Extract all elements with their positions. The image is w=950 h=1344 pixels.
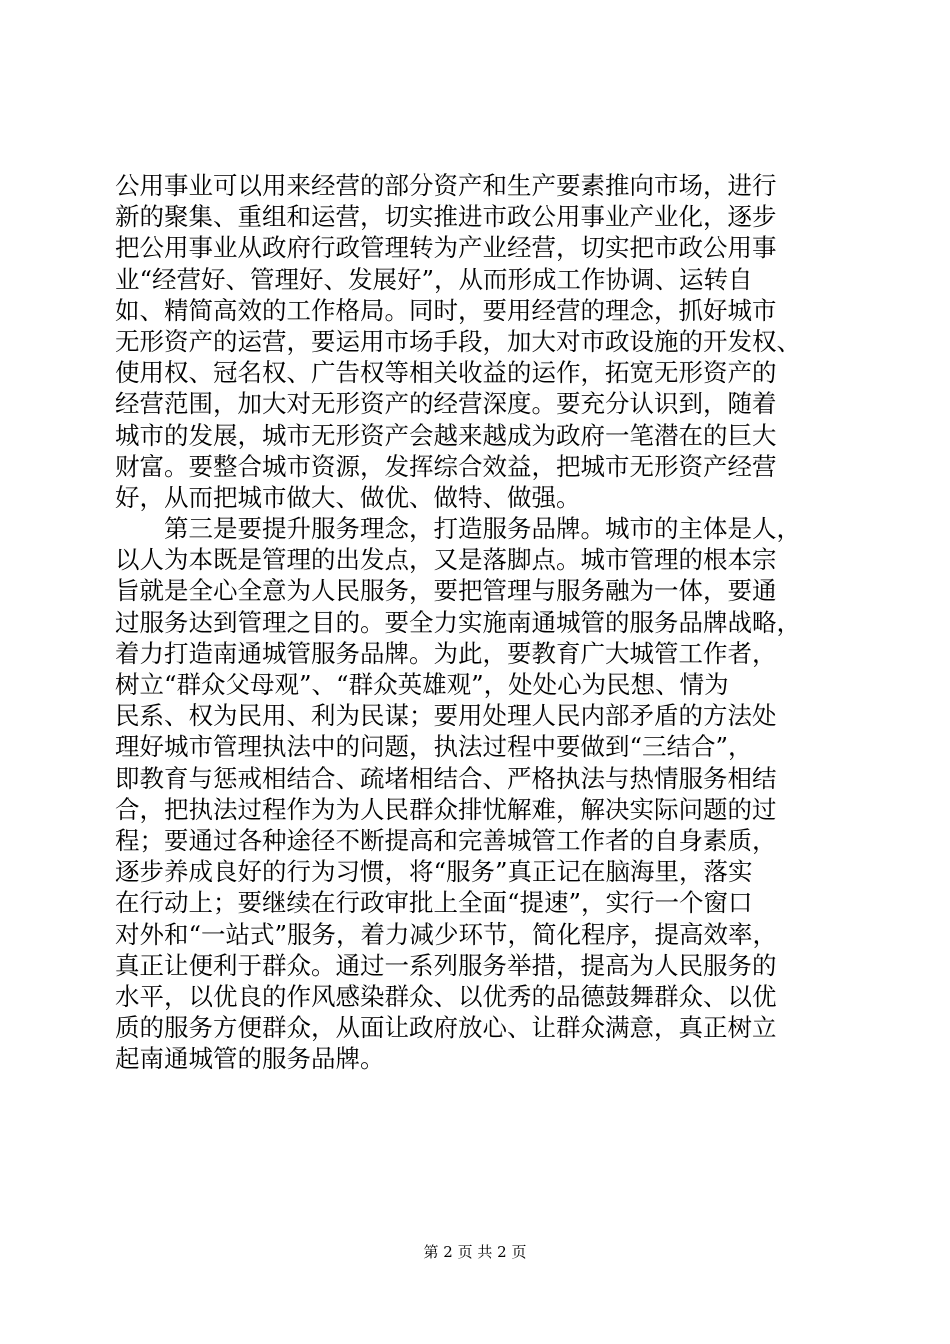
text-line: 把公用事业从政府行政管理转为产业经营，切实把市政公用事 xyxy=(115,233,777,263)
text-line: 真正让便利于群众。通过一系列服务举措，提高为人民服务的 xyxy=(115,950,777,980)
text-line: 即教育与惩戒相结合、疏堵相结合、严格执法与热情服务相结 xyxy=(115,763,777,793)
text-line: 以人为本既是管理的出发点，又是落脚点。城市管理的根本宗 xyxy=(115,545,777,575)
text-line: 好，从而把城市做大、做优、做特、做强。 xyxy=(115,482,581,512)
text-line: 程；要通过各种途径不断提高和完善城管工作者的自身素质， xyxy=(115,825,777,855)
text-line: 旨就是全心全意为人民服务，要把管理与服务融为一体，要通 xyxy=(115,576,777,606)
text-line: 业“经营好、管理好、发展好”，从而形成工作协调、运转自 xyxy=(115,264,753,294)
text-line: 水平，以优良的作风感染群众、以优秀的品德鼓舞群众、以优 xyxy=(115,981,777,1011)
text-line: 在行动上；要继续在行政审批上全面“提速”，实行一个窗口 xyxy=(115,888,753,918)
text-line: 第三是要提升服务理念，打造服务品牌。城市的主体是人， xyxy=(115,514,801,544)
text-line: 理好城市管理执法中的问题，执法过程中要做到“三结合”， xyxy=(115,732,753,762)
text-line: 新的聚集、重组和运营，切实推进市政公用事业产业化，逐步 xyxy=(115,202,777,232)
text-line: 使用权、冠名权、广告权等相关收益的运作，拓宽无形资产的 xyxy=(115,358,777,388)
text-line: 城市的发展，城市无形资产会越来越成为政府一笔潜在的巨大 xyxy=(115,420,777,450)
body-text xyxy=(115,170,845,1074)
text-line: 对外和“一站式”服务，着力减少环节，简化程序，提高效率， xyxy=(115,919,778,949)
text-line: 着力打造南通城管服务品牌。为此，要教育广大城管工作者， xyxy=(115,638,777,668)
text-line: 民系、权为民用、利为民谋；要用处理人民内部矛盾的方法处 xyxy=(115,701,777,731)
text-line: 公用事业可以用来经营的部分资产和生产要素推向市场，进行 xyxy=(115,171,777,200)
text-line: 起南通城管的服务品牌。 xyxy=(115,1044,385,1074)
text-line: 树立“群众父母观”、“群众英雄观”，处处心为民想、情为 xyxy=(115,670,729,699)
text-line: 财富。要整合城市资源，发挥综合效益，把城市无形资产经营 xyxy=(115,451,777,481)
text-line: 逐步养成良好的行为习惯，将“服务”真正记在脑海里，落实 xyxy=(115,857,753,887)
text-line: 过服务达到管理之目的。要全力实施南通城管的服务品牌战略， xyxy=(115,607,801,637)
text-line: 无形资产的运营，要运用市场手段，加大对市政设施的开发权、 xyxy=(115,326,801,356)
page-footer: 第 2 页 共 2 页 xyxy=(423,1243,527,1261)
text-line: 经营范围，加大对无形资产的经营深度。要充分认识到，随着 xyxy=(115,389,777,419)
text-line: 合，把执法过程作为为人民群众排忧解难，解决实际问题的过 xyxy=(115,794,777,824)
text-line: 如、精简高效的工作格局。同时，要用经营的理念，抓好城市 xyxy=(115,295,777,325)
text-line: 质的服务方便群众，从面让政府放心、让群众满意，真正树立 xyxy=(115,1013,777,1043)
